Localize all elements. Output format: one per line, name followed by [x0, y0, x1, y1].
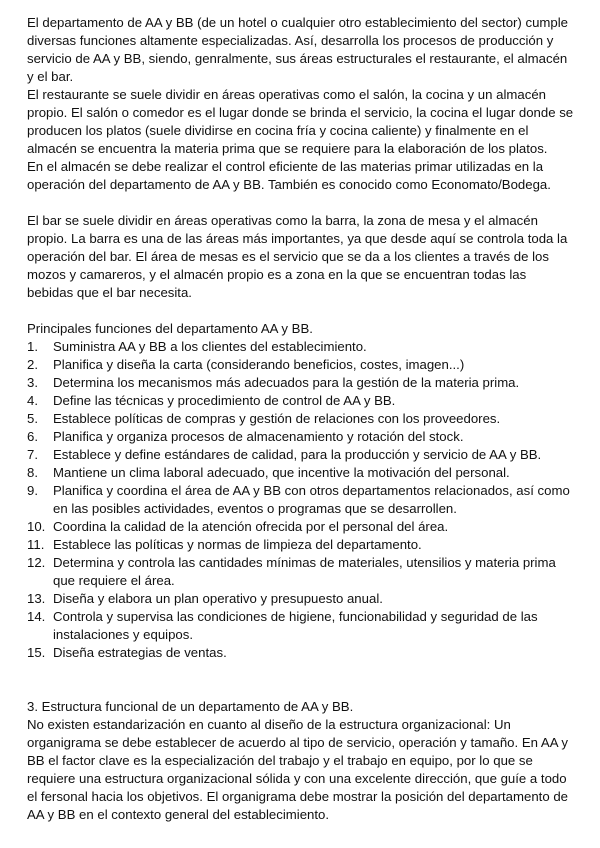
intro-paragraph-storage: En el almacén se debe realizar el control eficiente de las materias primar utilizadas en la operación del departamento de AA y BB. También es conocido como Economato/Bodega. — [27, 159, 551, 192]
function-number: 1. — [27, 339, 38, 354]
function-text: Controla y supervisa las condiciones de higiene, funcionabilidad y seguridad de las instalaciones y equipos. — [53, 609, 538, 642]
function-number: 6. — [27, 429, 38, 444]
structure-heading: 3. Estructura funcional de un departamento de AA y BB. — [27, 699, 354, 714]
function-text: Planifica y diseña la carta (considerando beneficios, costes, imagen...) — [53, 357, 465, 372]
function-number: 4. — [27, 393, 38, 408]
function-item — [27, 464, 575, 482]
function-number: 14. — [27, 609, 46, 624]
function-item — [27, 590, 575, 608]
function-item — [27, 554, 575, 590]
intro-paragraph-bar: El bar se suele dividir en áreas operativas como la barra, la zona de mesa y el almacén propio. La barra es una de las áreas más importantes, ya que desde aquí se controla toda la operación del bar. El área de mesas es el servicio que se da a los clientes a través de los mozos y camareros, y el almacén propio es a zona en la que se encuentran todas las bebidas que el bar necesita. — [27, 213, 568, 300]
function-item — [27, 446, 575, 464]
function-number: 3. — [27, 375, 38, 390]
function-text: Coordina la calidad de la atención ofrecida por el personal del área. — [53, 519, 449, 534]
function-text: Establece las políticas y normas de limpieza del departamento. — [53, 537, 422, 552]
function-item — [27, 644, 575, 662]
functions-heading: Principales funciones del departamento AA y BB. — [27, 321, 313, 336]
function-text: Determina y controla las cantidades mínimas de materiales, utensilios y materia prima que requiere el área. — [53, 555, 556, 588]
function-item — [27, 482, 575, 518]
function-number: 11. — [27, 537, 45, 552]
function-text: Establece y define estándares de calidad, para la producción y servicio de AA y BB. — [53, 447, 542, 462]
function-item — [27, 392, 575, 410]
function-number: 15. — [27, 645, 46, 660]
function-item — [27, 410, 575, 428]
function-text: Define las técnicas y procedimiento de control de AA y BB. — [53, 393, 396, 408]
function-item — [27, 608, 575, 644]
spacer — [27, 194, 575, 212]
spacer — [27, 302, 575, 320]
function-text: Mantiene un clima laboral adecuado, que incentive la motivación del personal. — [53, 465, 510, 480]
functions-list — [27, 338, 575, 662]
function-number: 10. — [27, 519, 46, 534]
function-item — [27, 356, 575, 374]
function-text: Planifica y organiza procesos de almacenamiento y rotación del stock. — [53, 429, 464, 444]
function-text: Determina los mecanismos más adecuados para la gestión de la materia prima. — [53, 375, 520, 390]
function-item — [27, 374, 575, 392]
intro-paragraph-restaurant: El restaurante se suele dividir en áreas operativas como el salón, la cocina y un almacén propio. El salón o comedor es el lugar donde se brinda el servicio, la cocina el lugar donde se producen los platos (suele dividirse en cocina fría y cocina caliente) y finalmente en el almacén se encuentra la materia prima que se requiere para la elaboración de los platos. — [27, 87, 574, 156]
function-number: 8. — [27, 465, 38, 480]
function-text: Establece políticas de compras y gestión de relaciones con los proveedores. — [53, 411, 501, 426]
function-number: 5. — [27, 411, 38, 426]
document-page — [27, 14, 575, 824]
intro-paragraph-1: El departamento de AA y BB (de un hotel o cualquier otro establecimiento del sector) cumple diversas funciones altamente especializadas. Así, desarrolla los procesos de producción y servicio de AA y BB, siendo, genralmente, sus áreas estructurales el restaurante, el almacén y el bar. — [27, 15, 568, 84]
function-item — [27, 428, 575, 446]
function-text: Diseña y elabora un plan operativo y presupuesto anual. — [53, 591, 383, 606]
spacer — [27, 662, 575, 698]
function-number: 2. — [27, 357, 38, 372]
function-item — [27, 518, 575, 536]
function-text: Planifica y coordina el área de AA y BB con otros departamentos relacionados, así como en las posibles actividades, eventos o programas que se desarrollen. — [53, 483, 570, 516]
function-item — [27, 338, 575, 356]
function-text: Suministra AA y BB a los clientes del establecimiento. — [53, 339, 367, 354]
function-item — [27, 536, 575, 554]
function-text: Diseña estrategias de ventas. — [53, 645, 227, 660]
function-number: 7. — [27, 447, 38, 462]
function-number: 12. — [27, 555, 46, 570]
function-number: 9. — [27, 483, 38, 498]
structure-body: No existen estandarización en cuanto al diseño de la estructura organizacional: Un organigrama se debe establecer de acuerdo al tipo de servicio, operación y tamaño. En AA y BB el factor clave es la especialización del trabajo y el trabajo en equipo, por lo que se requiere una estructura organizacional sólida y con una excelente dirección, que guíe a todo el fersonal hacia los objetivos. El organigrama debe mostrar la posición del departamento de AA y BB en el contexto general del establecimiento. — [27, 717, 569, 822]
function-number: 13. — [27, 591, 46, 606]
